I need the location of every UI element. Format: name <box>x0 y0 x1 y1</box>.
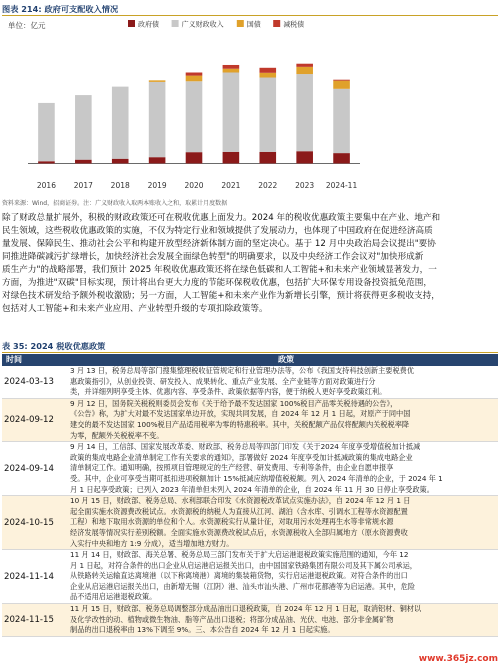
legend-swatch <box>237 20 244 27</box>
bar-2 <box>333 81 350 89</box>
bar-0 <box>296 151 313 163</box>
row-policy <box>70 442 498 496</box>
bar-3 <box>333 80 350 81</box>
policy-table <box>2 354 498 637</box>
policy-line: 从铁路转关运输直达离境港（以下称离境港）离境的集装箱货物，实行启运港退税政策。对符合条件的出口 <box>70 571 408 581</box>
x-tick-label: 2017 <box>73 181 93 190</box>
bar-3 <box>186 73 203 76</box>
policy-line: 11 月 15 日，财政部、税务总局调整部分成品油出口退税政策，自 2024 年 12 月 1 日起，取消铝材、铜材以 <box>70 604 422 614</box>
policy-line: 品不适用启运港退税政策。 <box>70 592 157 602</box>
bar-2 <box>296 67 313 74</box>
x-tick-label: 2021 <box>221 181 241 190</box>
bar-1 <box>38 103 55 161</box>
body-line: 量发展、保障民生、推动社会公平和构建开放型经济新体制方面的坚定决心。基于 12 月中央政治局会议提出"要协 <box>2 239 436 249</box>
policy-line: 《公告》称，为扩大对最不发达国家单边开放，实现共同发展，自 2024 年 12 月 1 日起，对原产于同中国 <box>70 409 411 419</box>
site-watermark: www.365jz.com <box>418 654 498 664</box>
policy-line: 10 月 15 日，财政部、税务总局、水利部联合印发《水资源税改革试点实施办法》，自 2024 年 12 月 1 日 <box>70 496 411 506</box>
bar-0 <box>149 157 166 163</box>
legend-label: 国债 <box>246 20 261 29</box>
row-policy <box>70 398 498 441</box>
row-date: 2024-11-14 <box>2 550 70 604</box>
body-line: 方面，为推进"双碳"目标实现，预计将出台更大力度的节能环保税收优惠，包括扩大环保专用设备投资抵免范围， <box>2 278 433 288</box>
y-axis-label: 单位：亿元 <box>8 21 46 30</box>
row-date: 2024-09-12 <box>2 398 70 441</box>
policy-line: 入实行中央和地方 1:9 分成），适当增加地方财力。 <box>70 538 234 548</box>
policy-line: 11 月 14 日，财政部、海关总署、税务总局三部门发布关于扩大启运港退税政策实施范围的通知，今年 12 <box>70 550 409 560</box>
legend-swatch <box>273 20 280 27</box>
body-line: 包括对人工智能+和未来产业应用、产业转型升级的专项扣除政策等。 <box>2 304 268 314</box>
bar-0 <box>223 152 240 164</box>
policy-line: 月 1 日起，对符合条件的出口企业从启运港启运报关出口，由中国国家铁路集团有限公司及其下属公司承运， <box>70 560 417 570</box>
row-date: 2024-10-15 <box>2 496 70 550</box>
row-policy <box>70 366 498 398</box>
table-row <box>2 366 498 398</box>
bar-0 <box>38 161 55 163</box>
bar-1 <box>296 74 313 151</box>
row-date: 2024-03-13 <box>2 366 70 398</box>
legend-label: 广义财政收入 <box>181 20 224 29</box>
row-policy <box>70 496 498 550</box>
body-line: 同推进降碳减污扩绿增长，加快经济社会发展全面绿色转型"的明确要求，以及中央经济工作会议对"加快形成新 <box>2 252 424 262</box>
body-line: 对绿色技术研发给予额外税收激励；另一方面，人工智能+和未来产业作为新增长引擎，预计将获得更多税收支持， <box>2 291 440 301</box>
x-tick-label: 2019 <box>147 181 167 190</box>
table-header-row <box>2 354 498 366</box>
policy-line: 受。其中，企业可享受当期可抵扣进项税额加计 15%抵减应纳增值税税额。列入 2024 年清单的企业，于 2024 年 1 <box>70 473 443 483</box>
policy-line: 月 1 日起享受政策；已列入 2023 年清单但未列入 2024 年清单的企业，自 2024 年 11 月 30 日停止享受政策。 <box>70 484 434 494</box>
x-tick-label: 2023 <box>295 181 315 190</box>
bar-1 <box>223 73 240 152</box>
table-title: 表 35: 2024 税收优惠政策 <box>2 340 498 353</box>
row-policy <box>70 604 498 637</box>
bar-0 <box>112 159 129 164</box>
policy-line: 工程）和地下取用水资源的单位和个人。水资源税实行从量计征，对取用污水处理再生水等非常规水源 <box>70 517 394 527</box>
policy-line: 企业从启运港启运报关出口，由新增无锡（江阴）港、汕头市汕头港、广州市花都港等为启运港。其中，危险 <box>70 581 416 591</box>
bar-3 <box>296 64 313 67</box>
policy-line: 惠政策指引》，从创业投资、研发投入、成果转化、重点产业发展、全产业链等方面对政策进行分 <box>70 376 376 386</box>
table-row <box>2 398 498 441</box>
x-tick-label: 2024-11 <box>325 181 358 190</box>
policy-line: 为零，配额外关税税率不变。 <box>70 430 164 440</box>
bar-2 <box>149 80 166 82</box>
government-revenue-chart <box>0 16 500 198</box>
bar-0 <box>75 160 92 164</box>
policy-line: 制品的出口退税率由 13%下调至 9%。三、本公告自 2024 年 12 月 1 日起实施。 <box>70 625 335 635</box>
legend-swatch <box>128 20 135 27</box>
body-line: 民生领域，这些税收优惠政策的实施，不仅为特定行业和领域提供了发展动力，也体现了中国政府在促进经济高质 <box>2 226 433 236</box>
bar-0 <box>333 153 350 163</box>
policy-line: 起全面实施水资源费改税试点。水资源税的纳税人为直接从江河、湖泊（含水库、引调水工程等水资源配置 <box>70 506 408 516</box>
bar-3 <box>223 65 240 69</box>
row-policy <box>70 550 498 604</box>
figure-source: 资料来源：Wind，招商证券。注：广义财政收入取两本账收入之和，取累计月度数据 <box>2 200 228 207</box>
bar-1 <box>186 81 203 152</box>
x-tick-label: 2018 <box>110 181 130 190</box>
bar-1 <box>259 78 276 152</box>
policy-line: 建交的最不发达国家 100%税目产品适用税率为零的特惠税率。其中，关税配额产品仅将配额内关税税率降 <box>70 419 410 429</box>
bar-0 <box>259 152 276 164</box>
table-row <box>2 604 498 637</box>
policy-line: 清单制定工作。通知明确，按照项目管理规定的生产经营、研发费用、专利等条件，由企业自愿申报享 <box>70 463 394 473</box>
figure-title: 图表 214: 政府可支配收入情况 <box>2 2 498 16</box>
bar-1 <box>75 95 92 160</box>
row-date: 2024-09-14 <box>2 442 70 496</box>
policy-line: 及化学改性的动、植物或微生物油、脂等产品出口退税；将部分成品油、光伏、电池、部分非金属矿物 <box>70 614 394 624</box>
policy-line: 3 月 13 日，税务总局等部门搜集整理税收征管规定和行业管理办法等，公布《我国支持科技创新主要税费优 <box>70 366 415 375</box>
legend-label: 政府债 <box>138 20 159 29</box>
policy-line: 经济发展等情况实行差别税额。全面实施水资源费改税试点后，水资源税收入全部归属地方（原水资源费收 <box>70 527 408 537</box>
header-policy: 政策 <box>70 354 498 366</box>
table-row <box>2 442 498 496</box>
bar-1 <box>149 82 166 157</box>
body-line: 质生产力"的战略部署，我们预计 2025 年税收优惠政策还将在绿色低碳和人工智能+和未来产业领域显著发力，一 <box>2 265 437 275</box>
policy-line: 类，并详细列明享受主体、优惠内容、享受条件、政策依据等内容，便于纳税人更好享受政策红利。 <box>70 387 387 397</box>
legend-swatch <box>172 20 179 27</box>
policy-table-body <box>2 366 498 636</box>
policy-line: 9 月 12 日，国务院关税税则委员会发布《关于给予最不发达国家 100%税目产品零关税待遇的公告》， <box>70 398 398 408</box>
header-time: 时间 <box>2 354 70 366</box>
body-paragraph <box>2 212 498 316</box>
policy-line: 政策的集成电路企业清单制定工作有关要求的通知》，部署做好 2024 年度享受加计抵减政策的集成电路企业 <box>70 452 413 462</box>
bar-2 <box>259 73 276 78</box>
bar-1 <box>333 89 350 153</box>
x-tick-label: 2020 <box>184 181 204 190</box>
row-date: 2024-11-15 <box>2 604 70 637</box>
bar-2 <box>223 69 240 73</box>
policy-line: 9 月 14 日，工信部、国家发展改革委、财政部、税务总局等四部门印发《关于2024 年度享受增值税加计抵减 <box>70 442 421 452</box>
x-tick-label: 2022 <box>258 181 278 190</box>
bar-2 <box>186 76 203 82</box>
x-tick-label: 2016 <box>36 181 56 190</box>
table-row <box>2 496 498 550</box>
bar-3 <box>259 68 276 73</box>
bar-1 <box>112 87 129 159</box>
legend-label: 减税债 <box>283 20 305 29</box>
body-line: 除了财政总量扩展外，积极的财政政策还可在税收优惠上面发力。2024 年的税收优惠政策主要集中在产业、地产和 <box>2 213 441 223</box>
table-row <box>2 550 498 604</box>
bar-0 <box>186 152 203 163</box>
